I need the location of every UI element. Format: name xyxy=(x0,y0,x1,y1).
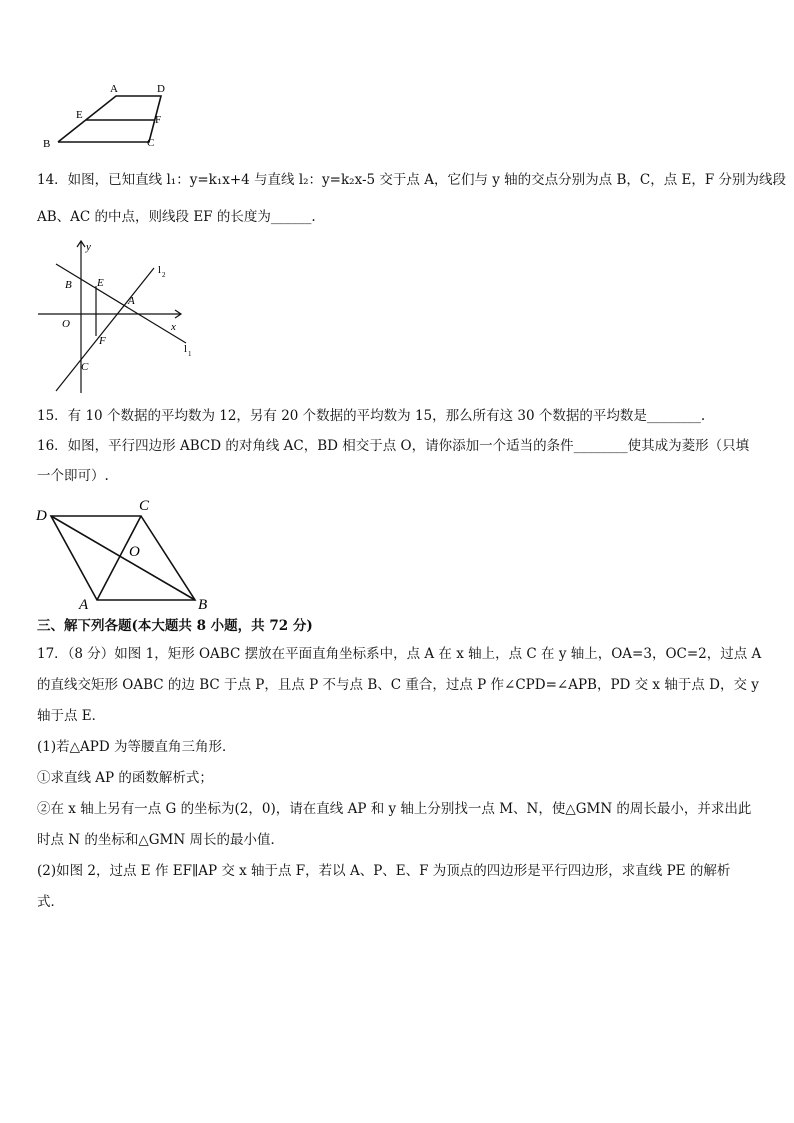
q17-line4: (1)若△APD 为等腰直角三角形． xyxy=(37,739,236,755)
label-D: D xyxy=(36,508,47,524)
label-A: A xyxy=(79,597,89,613)
q14-line2: AB、AC 的中点，则线段 EF 的长度为______. xyxy=(37,209,316,225)
q17-line2: 的直线交矩形 OABC 的边 BC 于点 P，且点 P 不与点 B、C 重合，过点 P 作∠CPD=∠APB，PD 交 x 轴于点 D，交 y xyxy=(37,677,759,693)
label-O: O xyxy=(62,318,70,330)
q14-line1: 14．如图，已知直线 l₁：y=k₁x+4 与直线 l₂：y=k₂x-5 交于点 A，它们与 y 轴的交点分别为点 B，C，点 E，F 分别为线段 xyxy=(37,172,786,188)
q17-line6: ②在 x 轴上另有一点 G 的坐标为(2，0)，请在直线 AP 和 y 轴上分别找一点 M、N，使△GMN 的周长最小，并求出此 xyxy=(37,801,752,817)
label-O: O xyxy=(129,544,140,560)
label-F: F xyxy=(155,114,162,126)
q16-line2: 一个即可）. xyxy=(37,468,109,484)
label-l1: l xyxy=(184,343,188,355)
label-A: A xyxy=(110,83,118,95)
label-C: C xyxy=(147,137,155,149)
label-C: C xyxy=(81,361,89,373)
label-D: D xyxy=(157,83,165,95)
q17-line3: 轴于点 E． xyxy=(37,708,106,724)
axis-x-label: x xyxy=(171,321,176,333)
label-l2: l xyxy=(158,264,162,276)
section-3-title: 三、解下列各题(本大题共 8 小题，共 72 分) xyxy=(37,618,313,634)
label-l2-sub: 2 xyxy=(162,271,166,279)
q17-line7: 时点 N 的坐标和△GMN 周长的最小值． xyxy=(37,832,284,848)
q15-text: 15．有 10 个数据的平均数为 12，另有 20 个数据的平均数为 15，那么所有这 30 个数据的平均数是________. xyxy=(37,408,706,424)
q17-line9: 式． xyxy=(37,894,64,910)
label-l1-sub: 1 xyxy=(188,350,192,358)
q16-line1: 16．如图，平行四边形 ABCD 的对角线 AC，BD 相交于点 O，请你添加一个适当的条件________使其成为菱形（只填 xyxy=(37,438,750,454)
q17-line5: ①求直线 AP 的函数解析式； xyxy=(37,770,213,786)
label-B: B xyxy=(43,138,51,150)
axes-figure xyxy=(34,238,194,398)
label-C: C xyxy=(139,498,150,514)
label-E: E xyxy=(97,277,104,289)
label-A: A xyxy=(128,295,135,307)
q17-line1: 17．（8 分）如图 1，矩形 OABC 摆放在平面直角坐标系中，点 A 在 x 轴上，点 C 在 y 轴上，OA=3，OC=2，过点 A xyxy=(37,646,762,662)
trapezoid-figure xyxy=(36,78,176,152)
label-B: B xyxy=(198,597,208,613)
label-B: B xyxy=(65,279,72,291)
label-E: E xyxy=(76,109,83,121)
parallelogram-figure xyxy=(34,494,224,616)
label-F: F xyxy=(99,335,106,347)
q17-line8: (2)如图 2，过点 E 作 EF∥AP 交 x 轴于点 F，若以 A、P、E、F 为顶点的四边形是平行四边形，求直线 PE 的解析 xyxy=(37,863,731,879)
axis-y-label: y xyxy=(86,241,91,253)
